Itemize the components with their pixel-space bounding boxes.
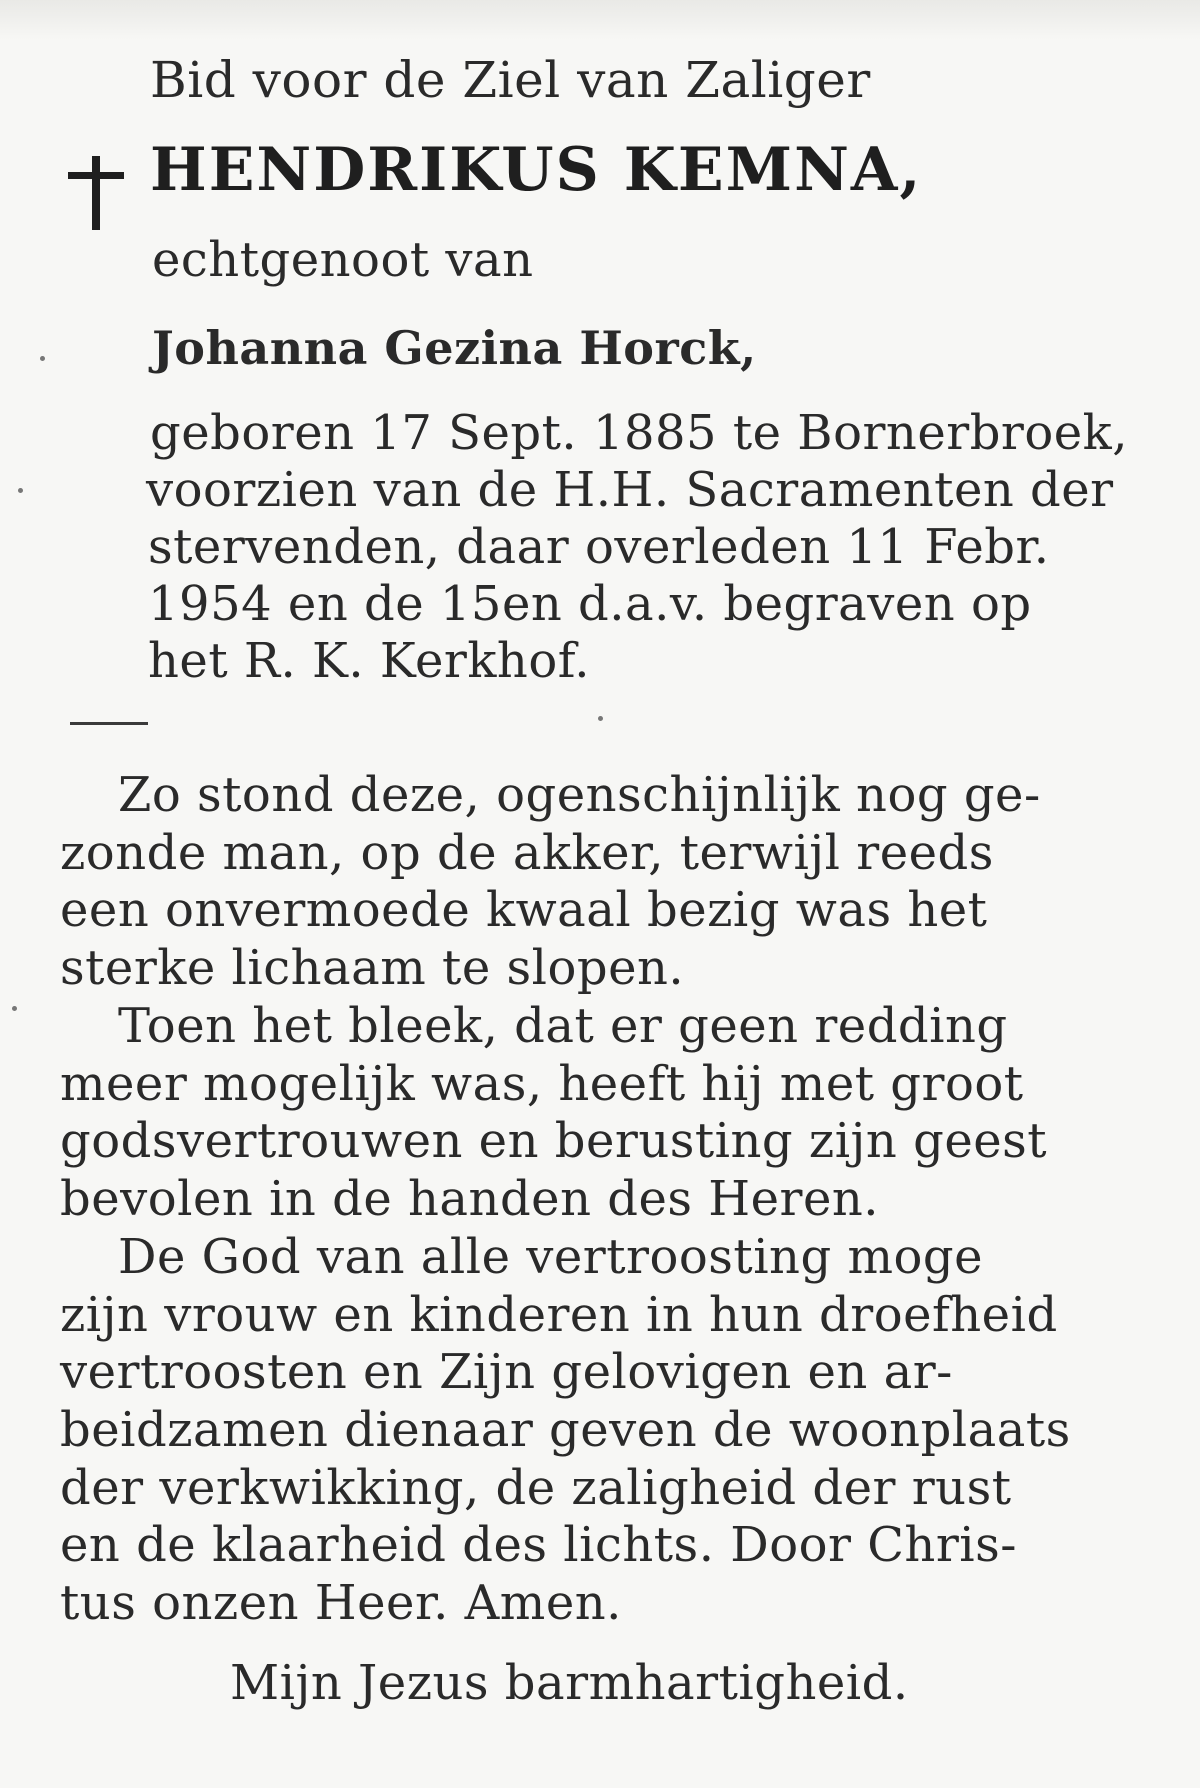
divider xyxy=(70,722,148,725)
biography-line: het R. K. Kerkhof. xyxy=(148,633,591,689)
spouse-name: Johanna Gezina Horck, xyxy=(152,321,757,375)
cross-icon xyxy=(66,152,126,232)
body-line: Zo stond deze, ogenschijnlijk nog ge- xyxy=(118,767,1041,823)
prayer-line: Bid voor de Ziel van Zaliger xyxy=(150,51,871,109)
spouse-intro: echtgenoot van xyxy=(152,232,534,288)
body-line: tus onzen Heer. Amen. xyxy=(60,1575,622,1631)
scan-speck xyxy=(598,716,603,721)
body-line: zonde man, op de akker, terwijl reeds xyxy=(60,825,994,881)
scan-speck xyxy=(40,356,45,361)
body-line: meer mogelijk was, heeft hij met groot xyxy=(60,1056,1024,1112)
body-line: der verkwikking, de zaligheid der rust xyxy=(60,1460,1012,1516)
body-line: en de klaarheid des lichts. Door Chris- xyxy=(60,1517,1017,1573)
biography-line: voorzien van de H.H. Sacramenten der xyxy=(146,462,1114,518)
biography-line: 1954 en de 15en d.a.v. begraven op xyxy=(148,576,1032,632)
body-line: De God van alle vertroosting moge xyxy=(118,1229,983,1285)
body-line: een onvermoede kwaal bezig was het xyxy=(60,882,988,938)
body-line: vertroosten en Zijn gelovigen en ar- xyxy=(60,1344,953,1400)
deceased-name: HENDRIKUS KEMNA, xyxy=(150,135,923,205)
body-line: sterke lichaam te slopen. xyxy=(60,940,685,996)
body-line: zijn vrouw en kinderen in hun droefheid xyxy=(60,1287,1058,1343)
biography-line: stervenden, daar overleden 11 Febr. xyxy=(148,519,1050,575)
body-line: beidzamen dienaar geven de woonplaats xyxy=(60,1402,1071,1458)
body-line: godsvertrouwen en berusting zijn geest xyxy=(60,1113,1048,1169)
body-line: Toen het bleek, dat er geen redding xyxy=(118,998,1008,1054)
biography-line: geboren 17 Sept. 1885 te Bornerbroek, xyxy=(150,405,1129,461)
body-line: bevolen in de handen des Heren. xyxy=(60,1171,880,1227)
closing-prayer: Mijn Jezus barmhartigheid. xyxy=(230,1655,909,1711)
scan-speck xyxy=(12,1006,17,1011)
scan-speck xyxy=(18,488,23,493)
scan-shadow xyxy=(0,0,1200,40)
